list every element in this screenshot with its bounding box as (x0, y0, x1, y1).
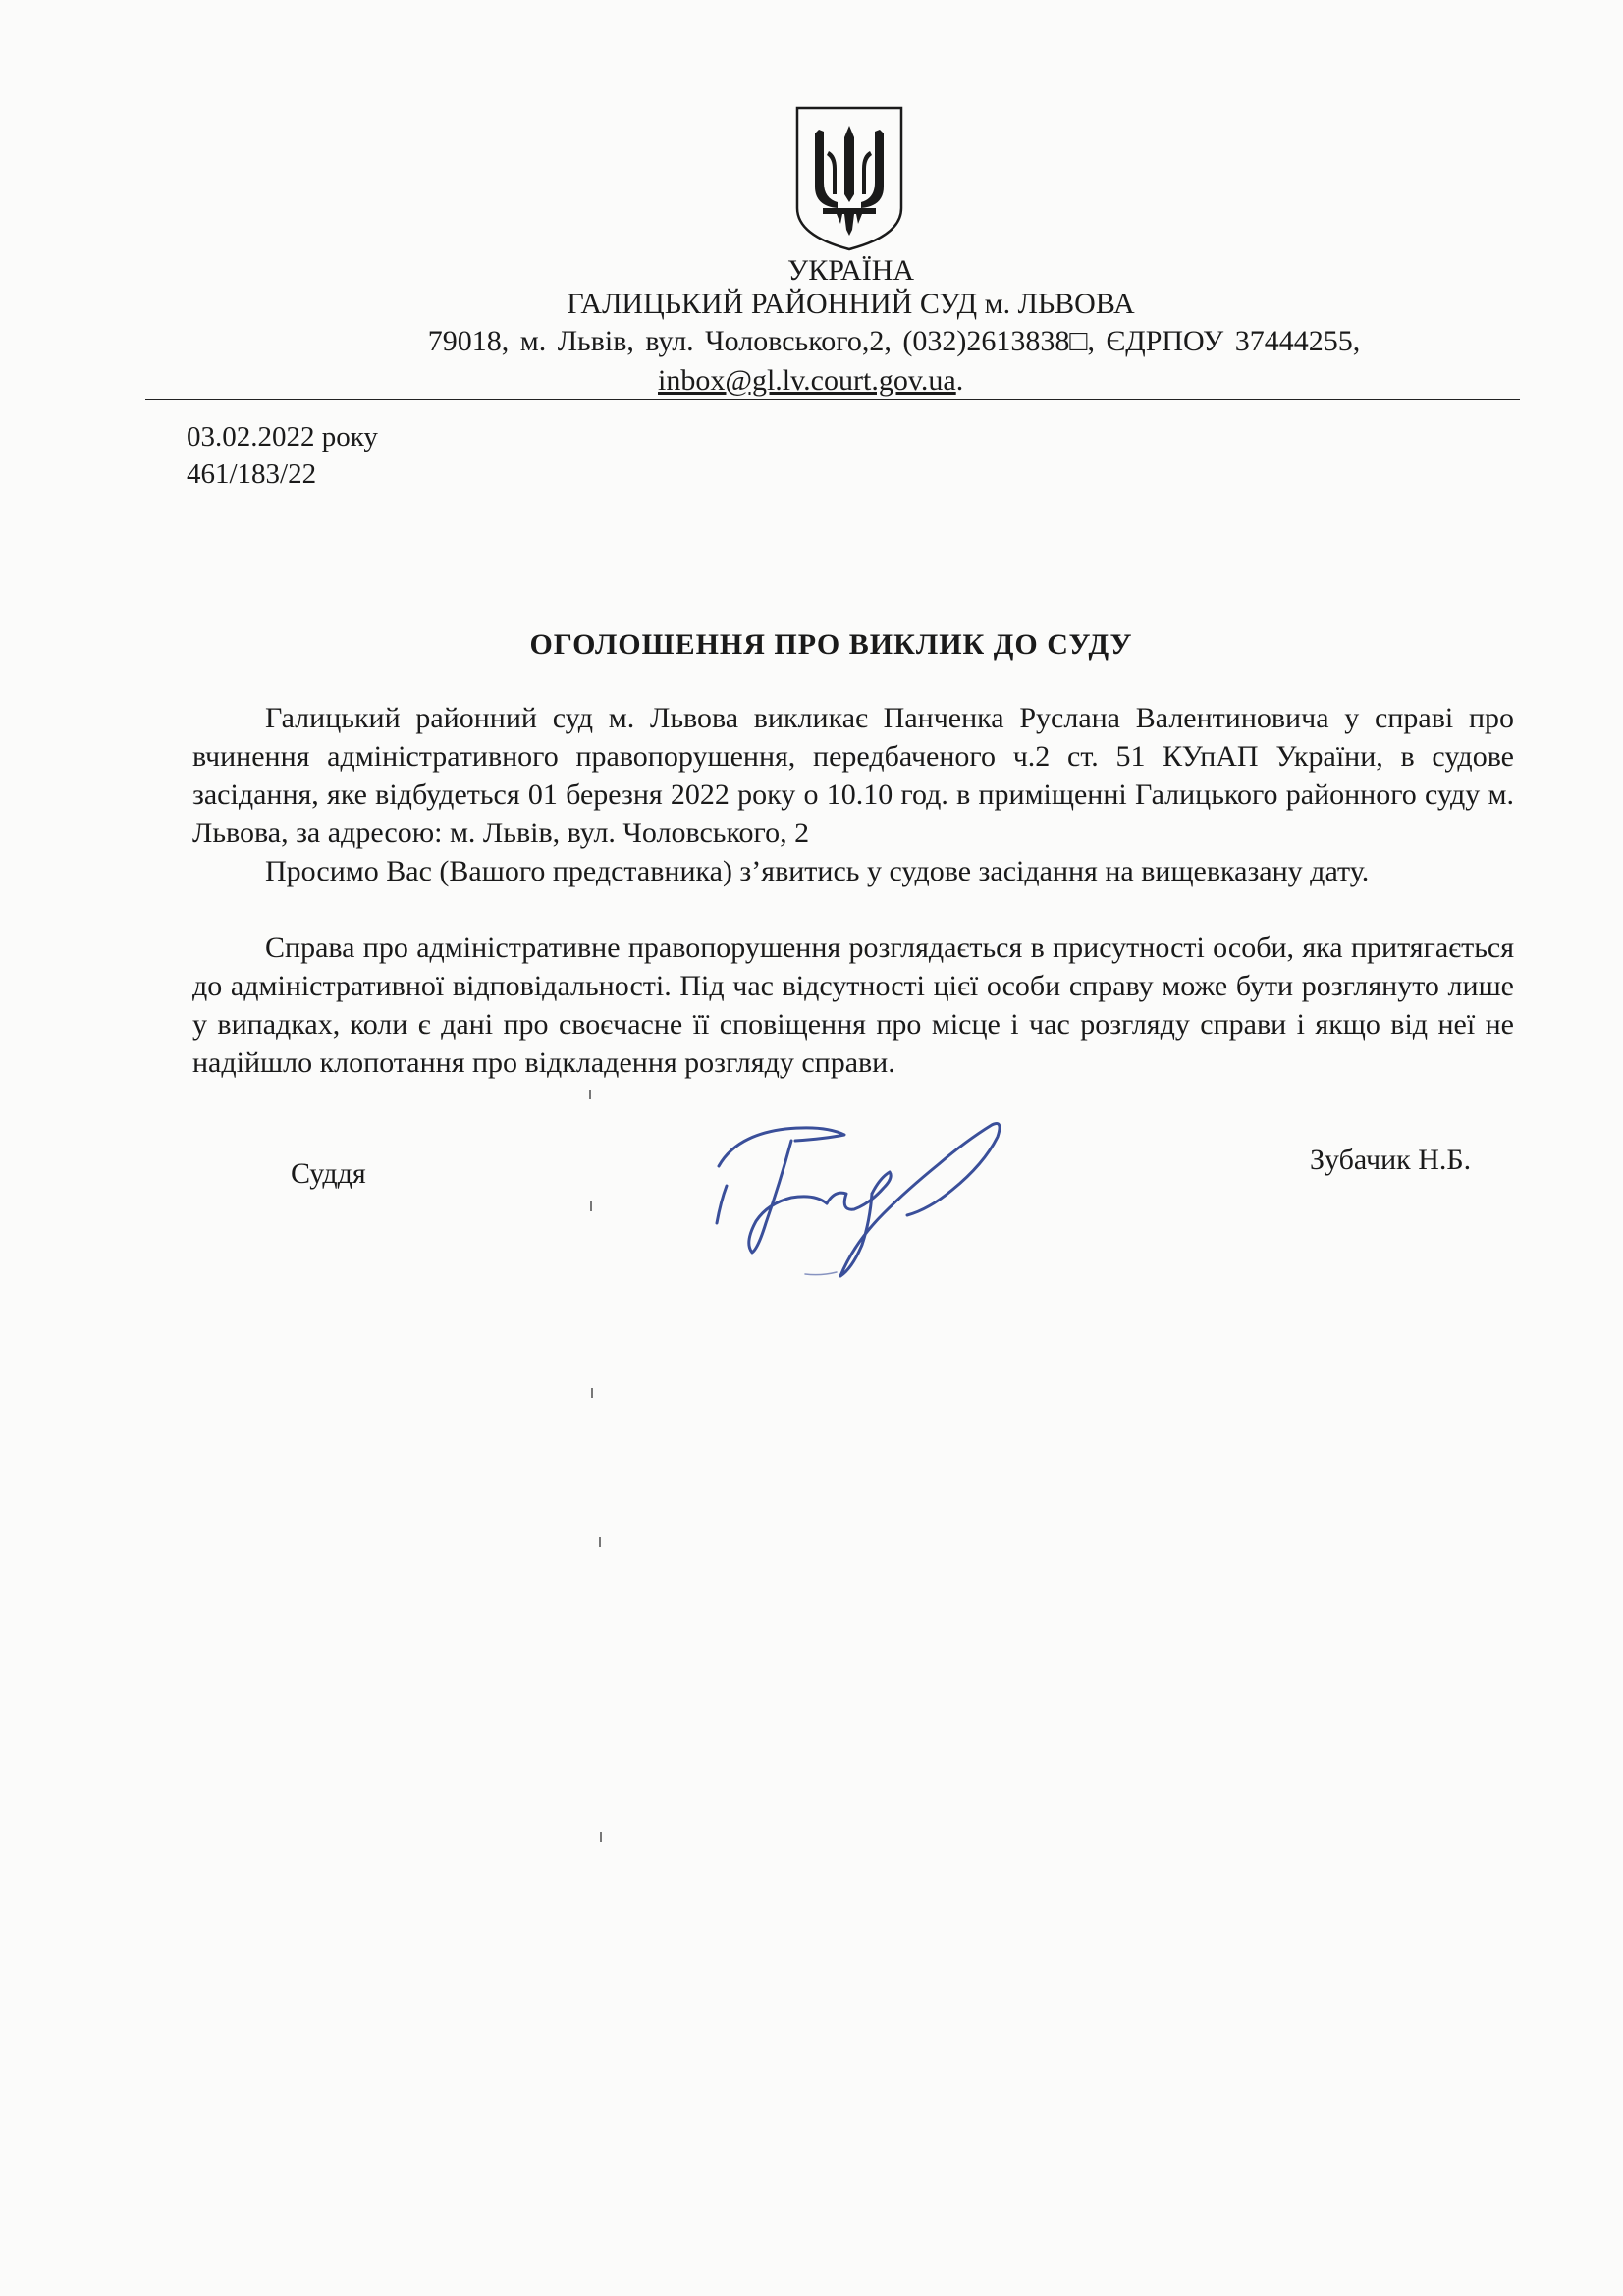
paragraph-text: Справа про адміністративне правопорушення розглядається в присутності особи, яка притягається до адміністративної відповідальності. Під час відсутності цієї особи справу може бути розглянуто лише у випадках, коли є дані про своєчасне її сповіщення про місце і час розгляду справи і якщо від неї не надійшло клопотання про відкладення розгляду справи. (192, 932, 1514, 1079)
case-number: 461/183/22 (187, 458, 317, 490)
document-title: ОГОЛОШЕННЯ ПРО ВИКЛИК ДО СУДУ (529, 628, 1133, 661)
scan-speck (590, 1201, 592, 1211)
paragraph-text: Просимо Вас (Вашого представника) з’явитись у судове засідання на вищевказану дату. (265, 855, 1370, 887)
court-email-line (658, 363, 963, 399)
court-address-line: 79018, м. Львів, вул. Чоловського,2, (032)2613838□, ЄДРПОУ 37444255, (427, 325, 1361, 357)
country-heading: УКРАЇНА (786, 254, 915, 287)
scan-speck (599, 1537, 601, 1547)
court-name-heading: ГАЛИЦЬКИЙ РАЙОННИЙ СУД м. ЛЬВОВА (567, 288, 1135, 320)
document-date: 03.02.2022 року (187, 421, 378, 453)
signature-role-label: Суддя (291, 1157, 366, 1190)
body-paragraph-summons (192, 699, 1514, 852)
tryzub-coat-of-arms-icon (793, 104, 905, 253)
paragraph-text: Галицький районний суд м. Львова викликає Панченка Руслана Валентиновича у справі про вчинення адміністративного правопорушення, передбаченого ч.2 ст. 51 КУпАП України, в судове засідання, яке відбудеться 01 березня 2022 року о 10.10 год. в приміщенні Галицького районного суду м. Львова, за адресою: м. Львів, вул. Чоловського, 2 (192, 702, 1514, 849)
court-email-link[interactable]: inbox@gl.lv.court.gov.ua (658, 364, 956, 397)
body-paragraph-procedure (192, 929, 1514, 1082)
scan-speck (591, 1388, 593, 1398)
scan-speck (600, 1832, 602, 1842)
body-paragraph-request (192, 852, 1514, 890)
header-divider (145, 399, 1520, 400)
handwritten-signature (697, 1095, 1021, 1292)
scan-speck (589, 1090, 591, 1099)
judge-name: Зубачик Н.Б. (1310, 1144, 1472, 1176)
email-trailing-punctuation: . (955, 364, 964, 397)
